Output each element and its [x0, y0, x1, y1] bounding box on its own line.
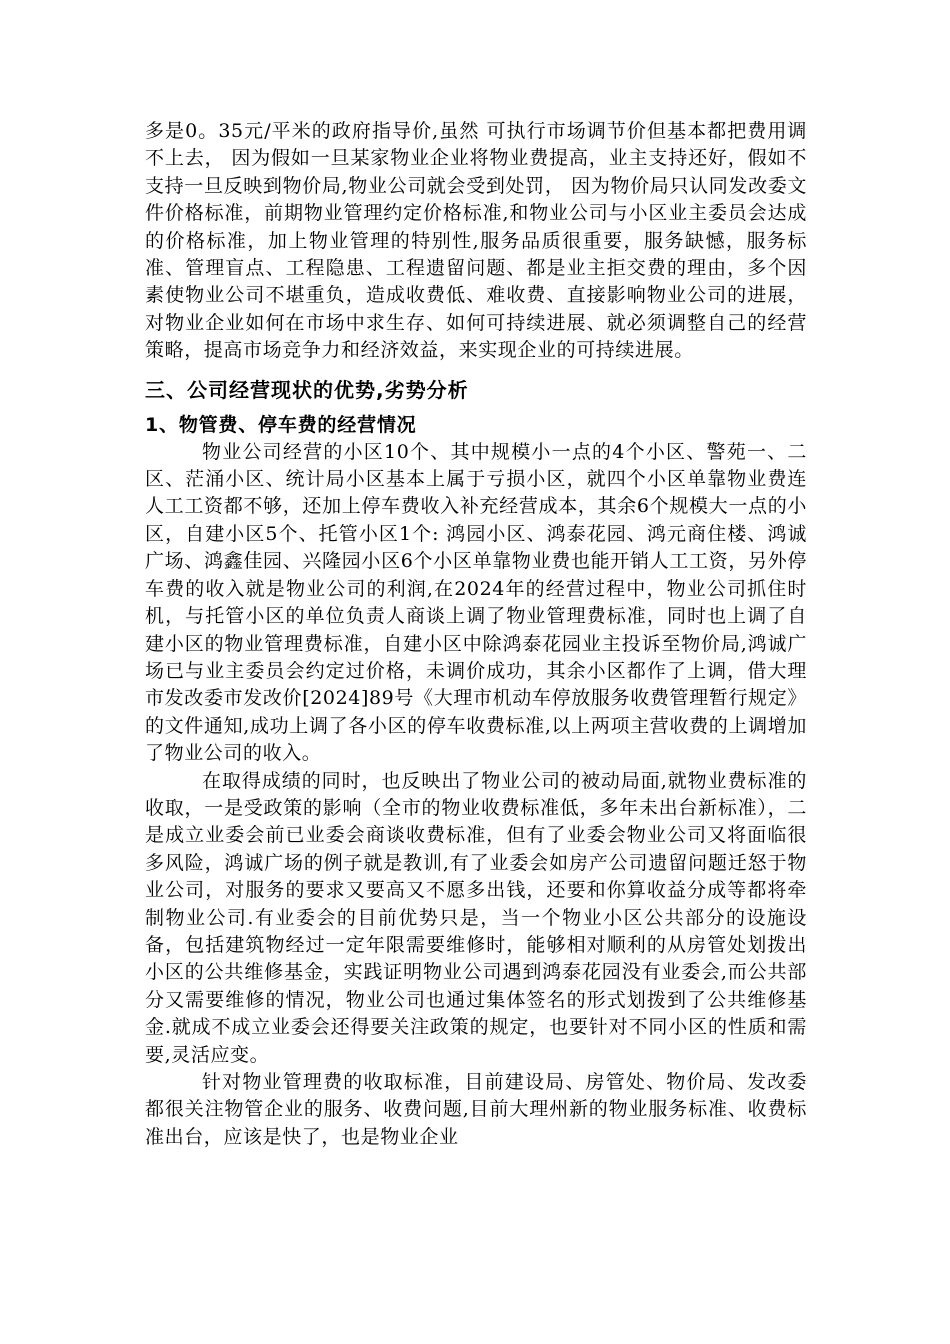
paragraph-owners-committee: 在取得成绩的同时，也反映出了物业公司的被动局面,就物业费标准的收取，一是受政策的影响（全市的物业收费标准低，多年未出台新标准），二是成立业委会前已业委会商谈收费标准，但有了业委会物业公司又将面临很多风险，鸿诚广场的例子就是教训,有了业委会如房产公司遗留问题迁怒于物业公司，对服务的要求又要高又不愿多出钱，还要和你算收益分成等都将牵制物业公司.有业委会的目前优势只是，当一个物业小区公共部分的设施设备，包括建筑物经过一定年限需要维修时，能够相对顺利的从房管处划拨出小区的公共维修基金，实践证明物业公司遇到鸿泰花园没有业委会,而公共部分又需要维修的情况，物业公司也通过集体签名的形式划拨到了公共维修基金.就成不成立业委会还得要关注政策的规定，也要针对不同小区的性质和需要,灵活应变。: [145, 769, 807, 1066]
paragraph-pricing-context: 多是0。35元/平米的政府指导价,虽然 可执行市场调节价但基本都把费用调不上去， 因为假如一旦某家物业企业将物业费提高，业主支持还好，假如不支持一旦反映到物价局,物业公司就会受到处罚， 因为物价局只认同发改委文件价格标准，前期物业管理约定价格标准,和物业公司与小区业主委员会达成的价格标准，加上物业管理的特别性,服务品质很重要，服务缺憾，服务标准、管理盲点、工程隐患、工程遗留问题、都是业主拒交费的理由，多个因素使物业公司不堪重负，造成收费低、难收费、直接影响物业公司的进展，对物业企业如何在市场中求生存、如何可持续进展、就必须调整自己的经营策略，提高市场竞争力和经济效益，来实现企业的可持续进展。: [145, 120, 807, 362]
section-heading-swot: 三、公司经营现状的优势,劣势分析: [145, 377, 469, 402]
subsection-heading-fees: 1、物管费、停车费的经营情况: [145, 413, 417, 436]
paragraph-fee-operations: 物业公司经营的小区10个、其中规模小一点的4个小区、警苑一、二区、茫涌小区、统计局小区基本上属于亏损小区，就四个小区单靠物业费连人工工资都不够，还加上停车费收入补充经营成本，其余6个规模大一点的小区，自建小区5个、托管小区1个: 鸿园小区、鸿泰花园、鸿元商住楼、鸿诚广场、鸿鑫佳园、兴隆园小区6个小区单靠物业费也能开销人工工资，另外停车费的收入就是物业公司的利润,在2024年的经营过程中，物业公司抓住时机，与托管小区的单位负责人商谈上调了物业管理费标准，同时也上调了自建小区的物业管理费标准，自建小区中除鸿泰花园业主投诉至物价局,鸿诚广场已与业主委员会约定过价格，未调价成功，其余小区都作了上调，借大理市发改委市发改价[2024]89号《大理市机动车停放服务收费管理暂行规定》的文件通知,成功上调了各小区的停车收费标准,以上两项主营收费的上调增加了物业公司的收入。: [145, 440, 807, 765]
document-page: [145, 118, 807, 1151]
paragraph-fee-standards: 针对物业管理费的收取标准，目前建设局、房管处、物价局、发改委都很关注物管企业的服务、收费问题,目前大理州新的物业服务标准、收费标准出台，应该是快了，也是物业企业: [145, 1071, 807, 1148]
